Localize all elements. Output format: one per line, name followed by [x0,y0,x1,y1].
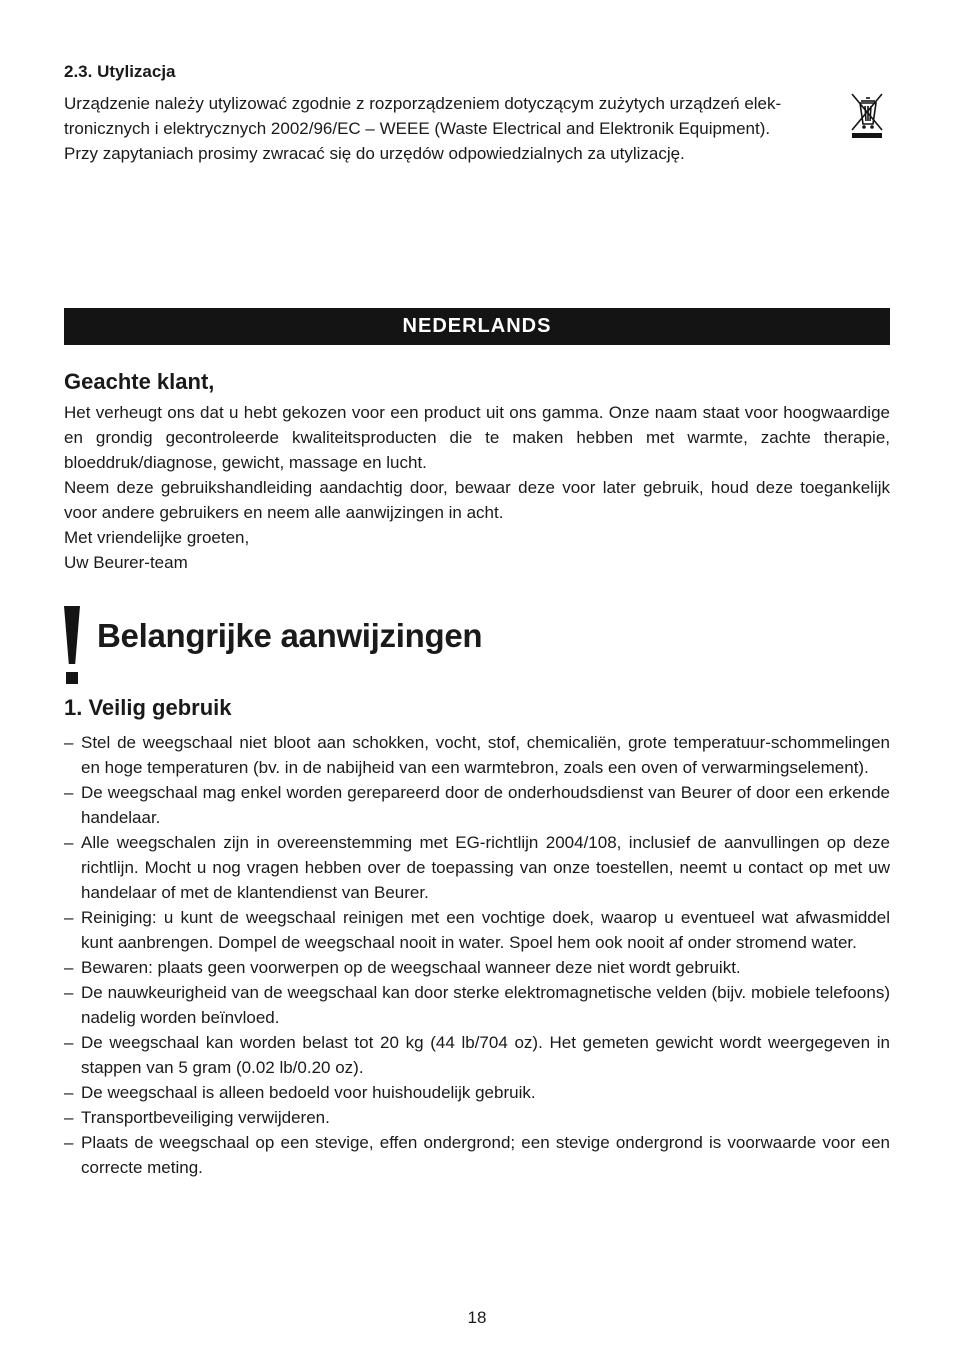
intro-paragraph: Neem deze gebruikshandleiding aandachtig door, bewaar deze voor later gebruik, houd deze toegankelijk voor andere gebruikers en neem alle aanwijzingen in acht. [64,478,890,522]
list-item: – De weegschaal mag enkel worden gerepareerd door de onderhoudsdienst van Beurer of door een erkende handelaar. [64,780,890,830]
intro-text [64,400,890,575]
list-item: – Stel de weegschaal niet bloot aan schokken, vocht, stof, chemicaliën, grote temperatuur-schommelingen en hoge temperaturen (bv. in de nabijheid van een warmtebron, zoals een oven of verwarmingselement). [64,730,890,780]
list-item: – De weegschaal kan worden belast tot 20 kg (44 lb/704 oz). Het gemeten gewicht wordt weergegeven in stappen van 5 gram (0.02 lb/0.20 oz). [64,1030,890,1080]
signature-line: Uw Beurer-team [64,553,188,572]
polish-text-line: tronicznych i elektrycznych 2002/96/EC – WEEE (Waste Electrical and Elektronik Equipment). [64,119,771,138]
closing-line: Met vriendelijke groeten, [64,528,250,547]
polish-disposal-text [64,91,840,166]
list-item: – De weegschaal is alleen bedoeld voor huishoudelijk gebruik. [64,1080,890,1105]
important-notice-header [64,606,890,682]
polish-text-line: Przy zapytaniach prosimy zwracać się do urzędów odpowiedzialnych za utylizację. [64,144,685,163]
intro-paragraph: Het verheugt ons dat u hebt gekozen voor een product uit ons gamma. Onze naam staat voor hoogwaardige en grondig gecontroleerde kwaliteitsproducten die te maken hebben met warmte, zachte therapie, bloeddruk/diagnose, gewicht, massage en lucht. [64,403,890,472]
list-item: – Bewaren: plaats geen voorwerpen op de weegschaal wanneer deze niet wordt gebruikt. [64,955,890,980]
polish-text-line: Urządzenie należy utylizować zgodnie z rozporządzeniem dotyczącym zużytych urządzeń elek- [64,94,782,113]
safety-section-heading: 1. Veilig gebruik [64,695,232,720]
list-item: – Alle weegschalen zijn in overeenstemming met EG-richtlijn 2004/108, inclusief de aanvullingen op deze richtlijn. Mocht u nog vragen hebben over de toepassing van onze toestellen, neemt u contact op met uw handelaar of met de klantendienst van Beurer. [64,830,890,905]
polish-section-heading: 2.3. Utylizacja [64,62,176,81]
list-item: – Transportbeveiliging verwijderen. [64,1105,890,1130]
crossed-out-wheelie-bin-icon [849,90,885,140]
page-number: 18 [467,1308,487,1327]
greeting-heading: Geachte klant, [64,369,215,394]
list-item: – Reiniging: u kunt de weegschaal reinigen met een vochtige doek, waarop u eventueel wat afwasmiddel kunt aanbrengen. Dompel de weegschaal nooit in water. Spoel hem ook nooit af onder stromend water. [64,905,890,955]
list-item: – Plaats de weegschaal op een stevige, effen ondergrond; een stevige ondergrond is voorwaarde voor een correcte meting. [64,1130,890,1180]
important-notice-title: Belangrijke aanwijzingen [97,617,483,654]
language-section-bar: NEDERLANDS [64,308,890,345]
safety-instructions-list [64,730,890,1180]
list-item: – De nauwkeurigheid van de weegschaal kan door sterke elektromagnetische velden (bijv. mobiele telefoons) nadelig worden beïnvloed. [64,980,890,1030]
